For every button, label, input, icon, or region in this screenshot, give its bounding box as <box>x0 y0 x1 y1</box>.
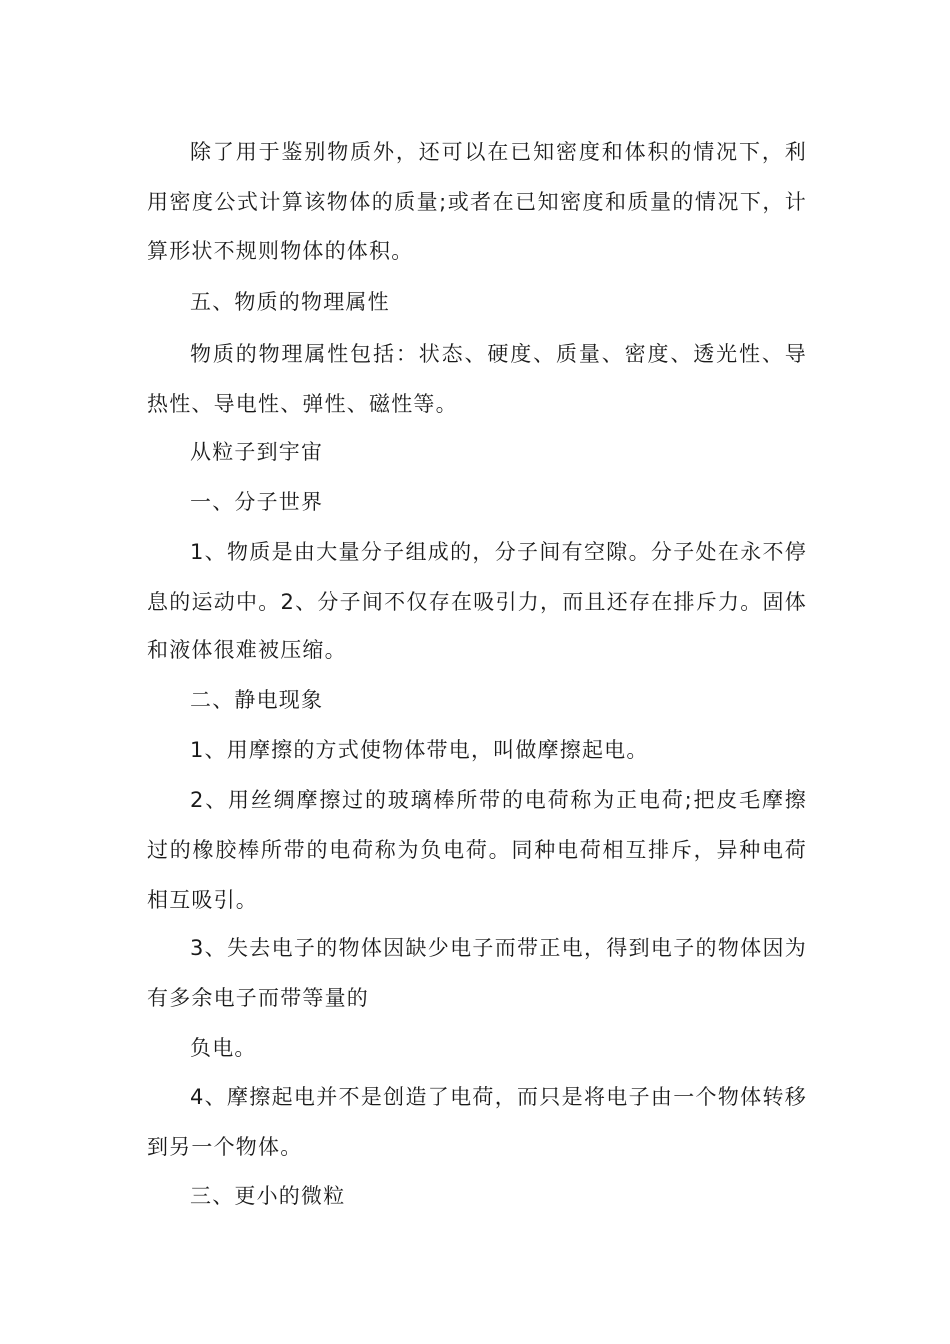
paragraph-properties-line-1: 物质的物理属性包括：状态、硬度、质量、密度、透光性、导 <box>190 342 807 366</box>
paragraph-static-item-4-line-1: 4、摩擦起电并不是创造了电荷，而只是将电子由一个物体转移 <box>190 1085 807 1109</box>
paragraph-properties-line-2: 热性、导电性、弹性、磁性等。 <box>147 392 458 416</box>
paragraph-static-item-1: 1、用摩擦的方式使物体带电，叫做摩擦起电。 <box>190 738 649 762</box>
paragraph-molecules-line-3: 和液体很难被压缩。 <box>147 638 347 662</box>
heading-smaller-particles: 三、更小的微粒 <box>190 1184 346 1208</box>
paragraph-static-item-3-line-1: 3、失去电子的物体因缺少电子而带正电，得到电子的物体因为 <box>190 936 807 960</box>
paragraph-molecules-line-1: 1、物质是由大量分子组成的，分子间有空隙。分子处在永不停 <box>190 540 807 564</box>
paragraph-molecules-line-2: 息的运动中。2、分子间不仅存在吸引力，而且还存在排斥力。固体 <box>147 590 807 614</box>
heading-physical-properties: 五、物质的物理属性 <box>190 290 390 314</box>
paragraph-static-item-2-line-2: 过的橡胶棒所带的电荷称为负电荷。同种电荷相互排斥，异种电荷 <box>147 838 807 862</box>
paragraph-static-item-3-line-2: 有多余电子而带等量的 <box>147 986 369 1010</box>
paragraph-density-line-3: 算形状不规则物体的体积。 <box>147 239 414 263</box>
paragraph-static-item-2-line-1: 2、用丝绸摩擦过的玻璃棒所带的电荷称为正电荷;把皮毛摩擦 <box>190 788 807 812</box>
paragraph-density-line-2: 用密度公式计算该物体的质量;或者在已知密度和质量的情况下，计 <box>147 190 807 214</box>
paragraph-static-item-2-line-3: 相互吸引。 <box>147 888 258 912</box>
heading-static-electricity: 二、静电现象 <box>190 688 324 712</box>
paragraph-static-item-3-line-3: 负电。 <box>190 1036 257 1060</box>
heading-particles-to-universe: 从粒子到宇宙 <box>190 440 324 464</box>
paragraph-static-item-4-line-2: 到另一个物体。 <box>147 1135 303 1159</box>
paragraph-density-line-1: 除了用于鉴别物质外，还可以在已知密度和体积的情况下，利 <box>190 140 807 164</box>
heading-molecular-world: 一、分子世界 <box>190 490 324 514</box>
